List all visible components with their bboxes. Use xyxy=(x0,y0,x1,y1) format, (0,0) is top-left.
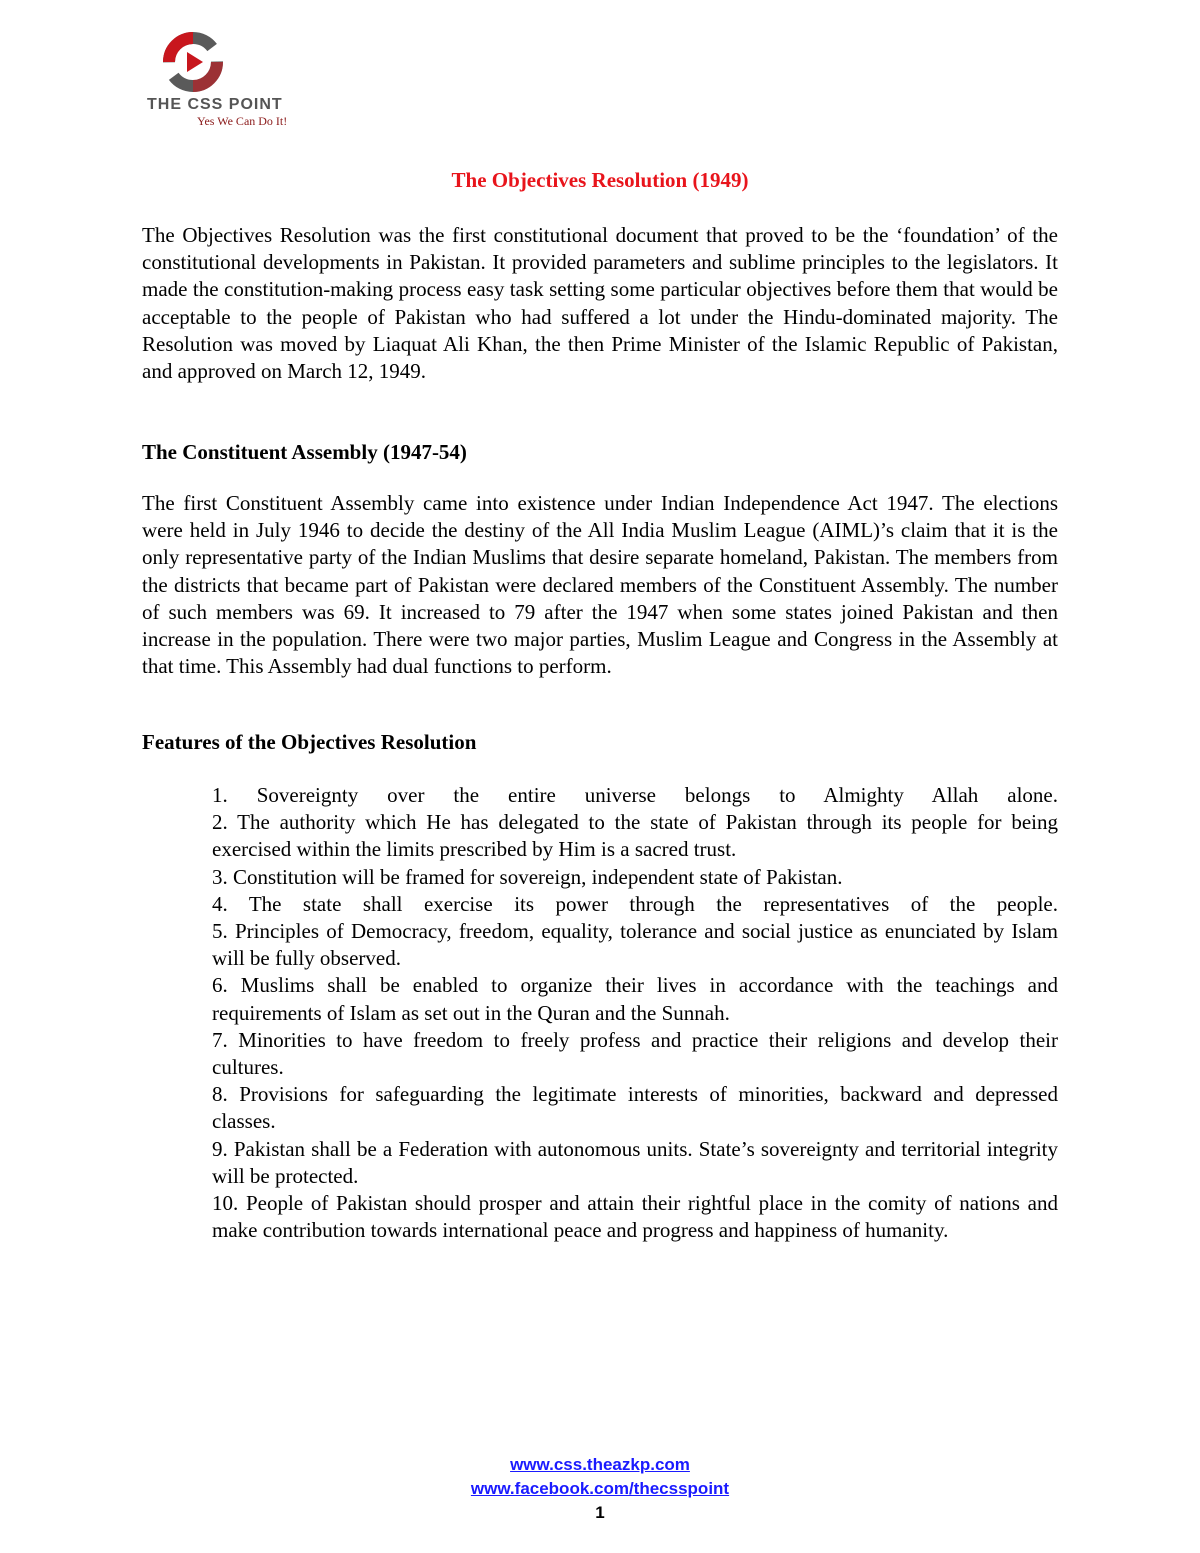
features-list xyxy=(212,782,1058,1244)
list-item: 8. Provisions for safeguarding the legitimate interests of minorities, backward and depressed classes. xyxy=(212,1082,1058,1134)
list-item: 7. Minorities to have freedom to freely profess and practice their religions and develop their cultures. xyxy=(212,1027,1058,1080)
website-link[interactable]: www.css.theazkp.com xyxy=(510,1455,690,1474)
constituent-assembly-paragraph: The first Constituent Assembly came into existence under Indian Independence Act 1947. The elections were held in July 1946 to decide the destiny of the All India Muslim League (AIML)’s claim that it is the only representative party of the Indian Muslims that desire separate homeland, Pakistan. The members from the districts that became part of Pakistan were declared members of the Constituent Assembly. The number of such members was 69. It increased to 79 after the 1947 when some states joined Pakistan and then increase in the population. There were two major parties, Muslim League and Congress in the Assembly at that time. This Assembly had dual functions to perform. xyxy=(142,491,1058,679)
section-heading-features: Features of the Objectives Resolution xyxy=(142,730,477,754)
logo-tagline: Yes We Can Do It! xyxy=(197,114,288,128)
list-item: 1. Sovereignty over the entire universe belongs to Almighty Allah alone. xyxy=(212,783,1058,807)
list-item: 10. People of Pakistan should prosper and attain their rightful place in the comity of nations and make contribution towards international peace and progress and happiness of humanity. xyxy=(212,1191,1058,1243)
logo-name: THE CSS POINT xyxy=(147,96,283,113)
facebook-link[interactable]: www.facebook.com/thecsspoint xyxy=(470,1479,730,1498)
list-item: 9. Pakistan shall be a Federation with autonomous units. State’s sovereignty and territorial integrity will be protected. xyxy=(212,1136,1058,1188)
list-item: 3. Constitution will be framed for sovereign, independent state of Pakistan. xyxy=(212,864,843,889)
logo xyxy=(145,28,305,133)
footer xyxy=(0,1453,1200,1525)
intro-paragraph: The Objectives Resolution was the first constitutional document that proved to be the ‘foundation’ of the constitutional developments in Pakistan. It provided parameters and sublime principles to the legislators. It made the constitution-making process easy task setting some particular objectives before them that would be acceptable to the people of Pakistan who had suffered a lot under the Hindu-dominated majority. The Resolution was moved by Liaquat Ali Khan, the then Prime Minister of the Islamic Republic of Pakistan, and approved on March 12, 1949. xyxy=(142,223,1058,384)
list-item: 2. The authority which He has delegated to the state of Pakistan through its people for being exercised within the limits prescribed by Him is a sacred trust. xyxy=(212,810,1058,862)
page-number: 1 xyxy=(595,1503,605,1522)
list-item: 6. Muslims shall be enabled to organize their lives in accordance with the teachings and requirements of Islam as set out in the Quran and the Sunnah. xyxy=(212,973,1058,1025)
list-item: 4. The state shall exercise its power through the representatives of the people. xyxy=(212,891,1058,916)
css-point-logo-icon xyxy=(153,28,233,98)
section-heading-constituent-assembly: The Constituent Assembly (1947-54) xyxy=(142,440,467,464)
list-item: 5. Principles of Democracy, freedom, equality, tolerance and social justice as enunciated by Islam will be fully observed. xyxy=(212,919,1058,971)
document-title: The Objectives Resolution (1949) xyxy=(451,168,749,192)
